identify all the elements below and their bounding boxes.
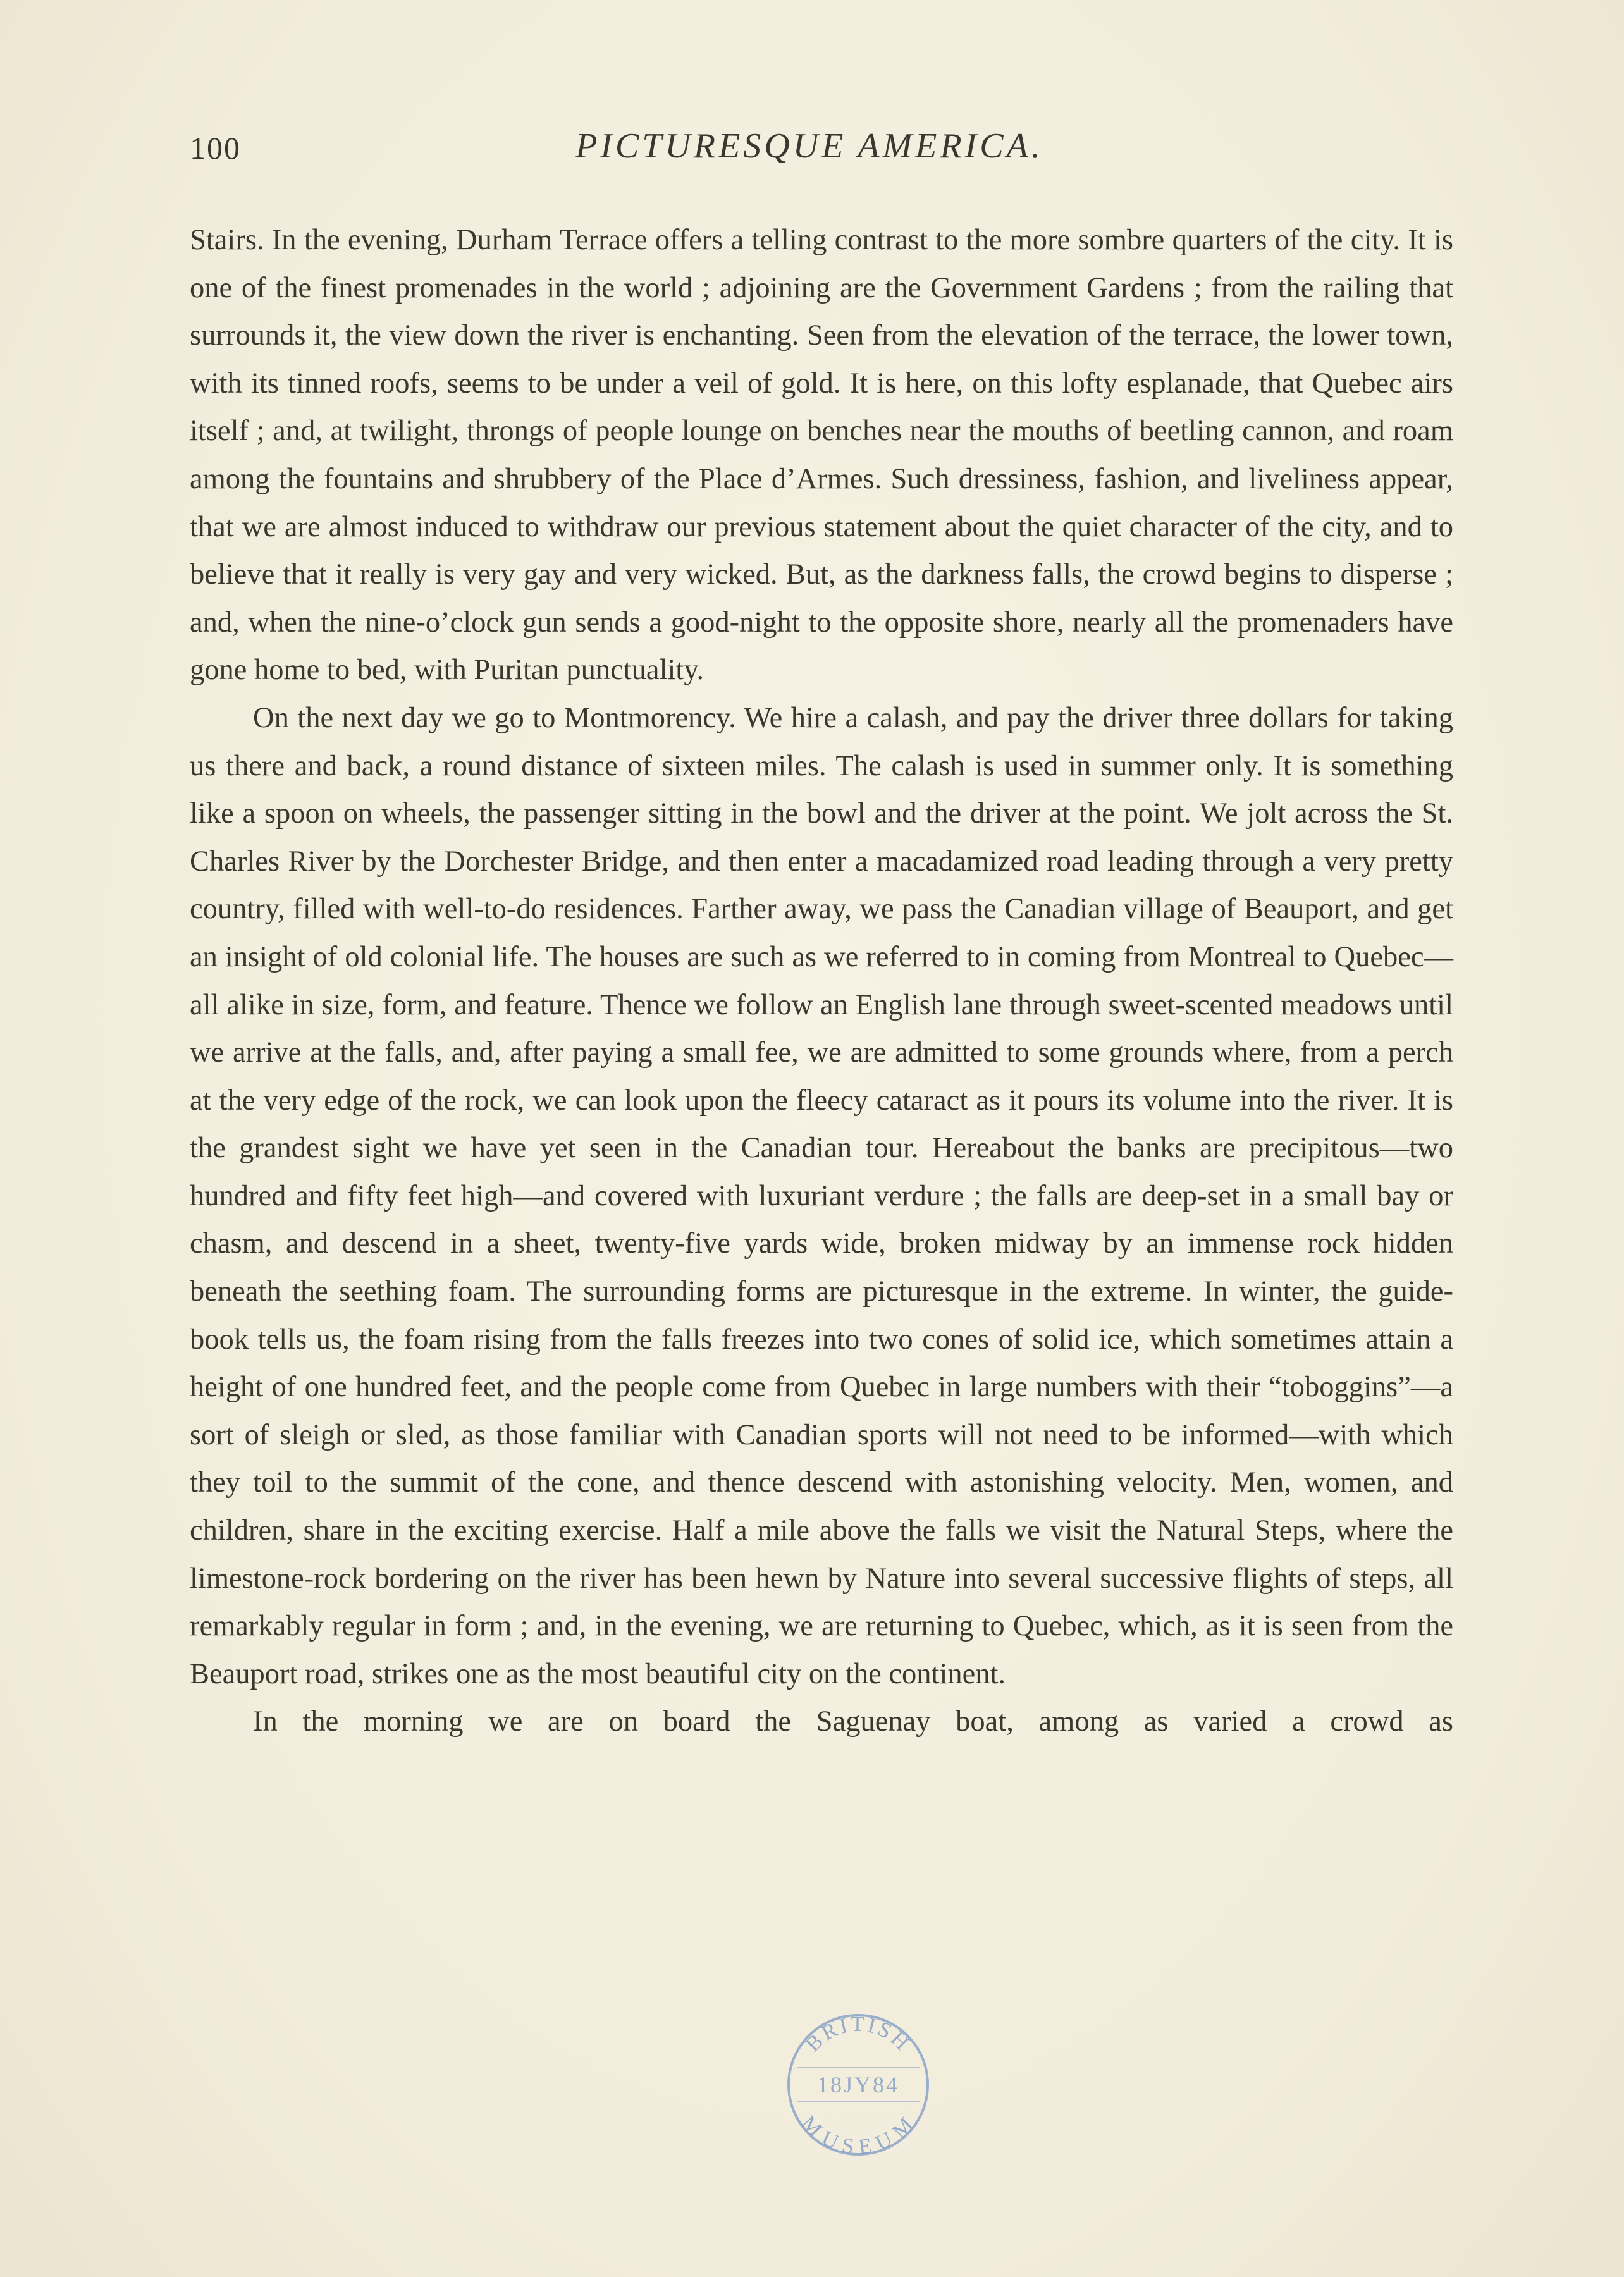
body-text: [190, 216, 1453, 1746]
paragraph-3: In the morning we are on board the Saguenay boat, among as varied a crowd as: [253, 1705, 1453, 1738]
british-museum-stamp: [779, 2006, 937, 2164]
stamp-date: 18JY84: [816, 2072, 900, 2097]
page-number: 100: [190, 130, 241, 166]
stamp-bottom-text: MUSEUM: [796, 2111, 920, 2159]
paragraph-2: On the next day we go to Montmorency. We hire a calash, and pay the driver three dollars for taking us there and back, a round distance of sixteen miles. The calash is used in summer only. It is something like a spoon on wheels, the passenger sitting in the bowl and the driver at the point. We jolt across the St. Charles River by the Dorchester Bridge, and then enter a macadamized road leading through a very pretty country, filled with well-to-do residences. Farther away, we pass the Canadian village of Beauport, and get an insight of old colonial life. The houses are such as we referred to in coming from Montreal to Quebec—all alike in size, form, and feature. Thence we follow an English lane through sweet-scented meadows until we arrive at the falls, and, after paying a small fee, we are admitted to some grounds where, from a perch at the very edge of the rock, we can look upon the fleecy cataract as it pours its volume into the river. It is the grandest sight we have yet seen in the Canadian tour. Hereabout the banks are precipitous—two hundred and fifty feet high—and covered with luxuriant verdure ; the falls are deep-set in a small bay or chasm, and descend in a sheet, twenty-five yards wide, broken midway by an immense rock hidden beneath the seething foam. The surrounding forms are picturesque in the extreme. In winter, the guide-book tells us, the foam rising from the falls freezes into two cones of solid ice, which sometimes attain a height of one hundred feet, and the people come from Quebec in large numbers with their “toboggins”—a sort of sleigh or sled, as those familiar with Canadian sports will not need to be informed—with which they toil to the summit of the cone, and thence descend with astonishing velocity. Men, women, and children, share in the exciting exercise. Half a mile above the falls we visit the Natural Steps, where the limestone-rock bordering on the river has been hewn by Nature into several successive flights of steps, all remarkably regular in form ; and, in the evening, we are returning to Quebec, which, as it is seen from the Beauport road, strikes one as the most beautiful city on the continent.: [190, 701, 1453, 1690]
stamp-top-text: BRITISH: [801, 2012, 916, 2057]
running-title: PICTURESQUE AMERICA.: [575, 126, 1043, 166]
paragraph-1: Stairs. In the evening, Durham Terrace offers a telling contrast to the more sombre quarters of the city. It is one of the finest promenades in the world ; adjoining are the Government Gardens ; from the railing that surrounds it, the view down the river is enchanting. Seen from the elevation of the terrace, the lower town, with its tinned roofs, seems to be under a veil of gold. It is here, on this lofty esplanade, that Quebec airs itself ; and, at twilight, throngs of people lounge on benches near the mouths of beetling cannon, and roam among the fountains and shrubbery of the Place d’Armes. Such dressiness, fashion, and liveliness appear, that we are almost induced to withdraw our previous statement about the quiet character of the city, and to believe that it really is very gay and very wicked. But, as the darkness falls, the crowd begins to disperse ; and, when the nine-o’clock gun sends a good-night to the opposite shore, nearly all the promenaders have gone home to bed, with Puritan punctuality.: [190, 224, 1453, 687]
running-head: [190, 126, 1455, 180]
